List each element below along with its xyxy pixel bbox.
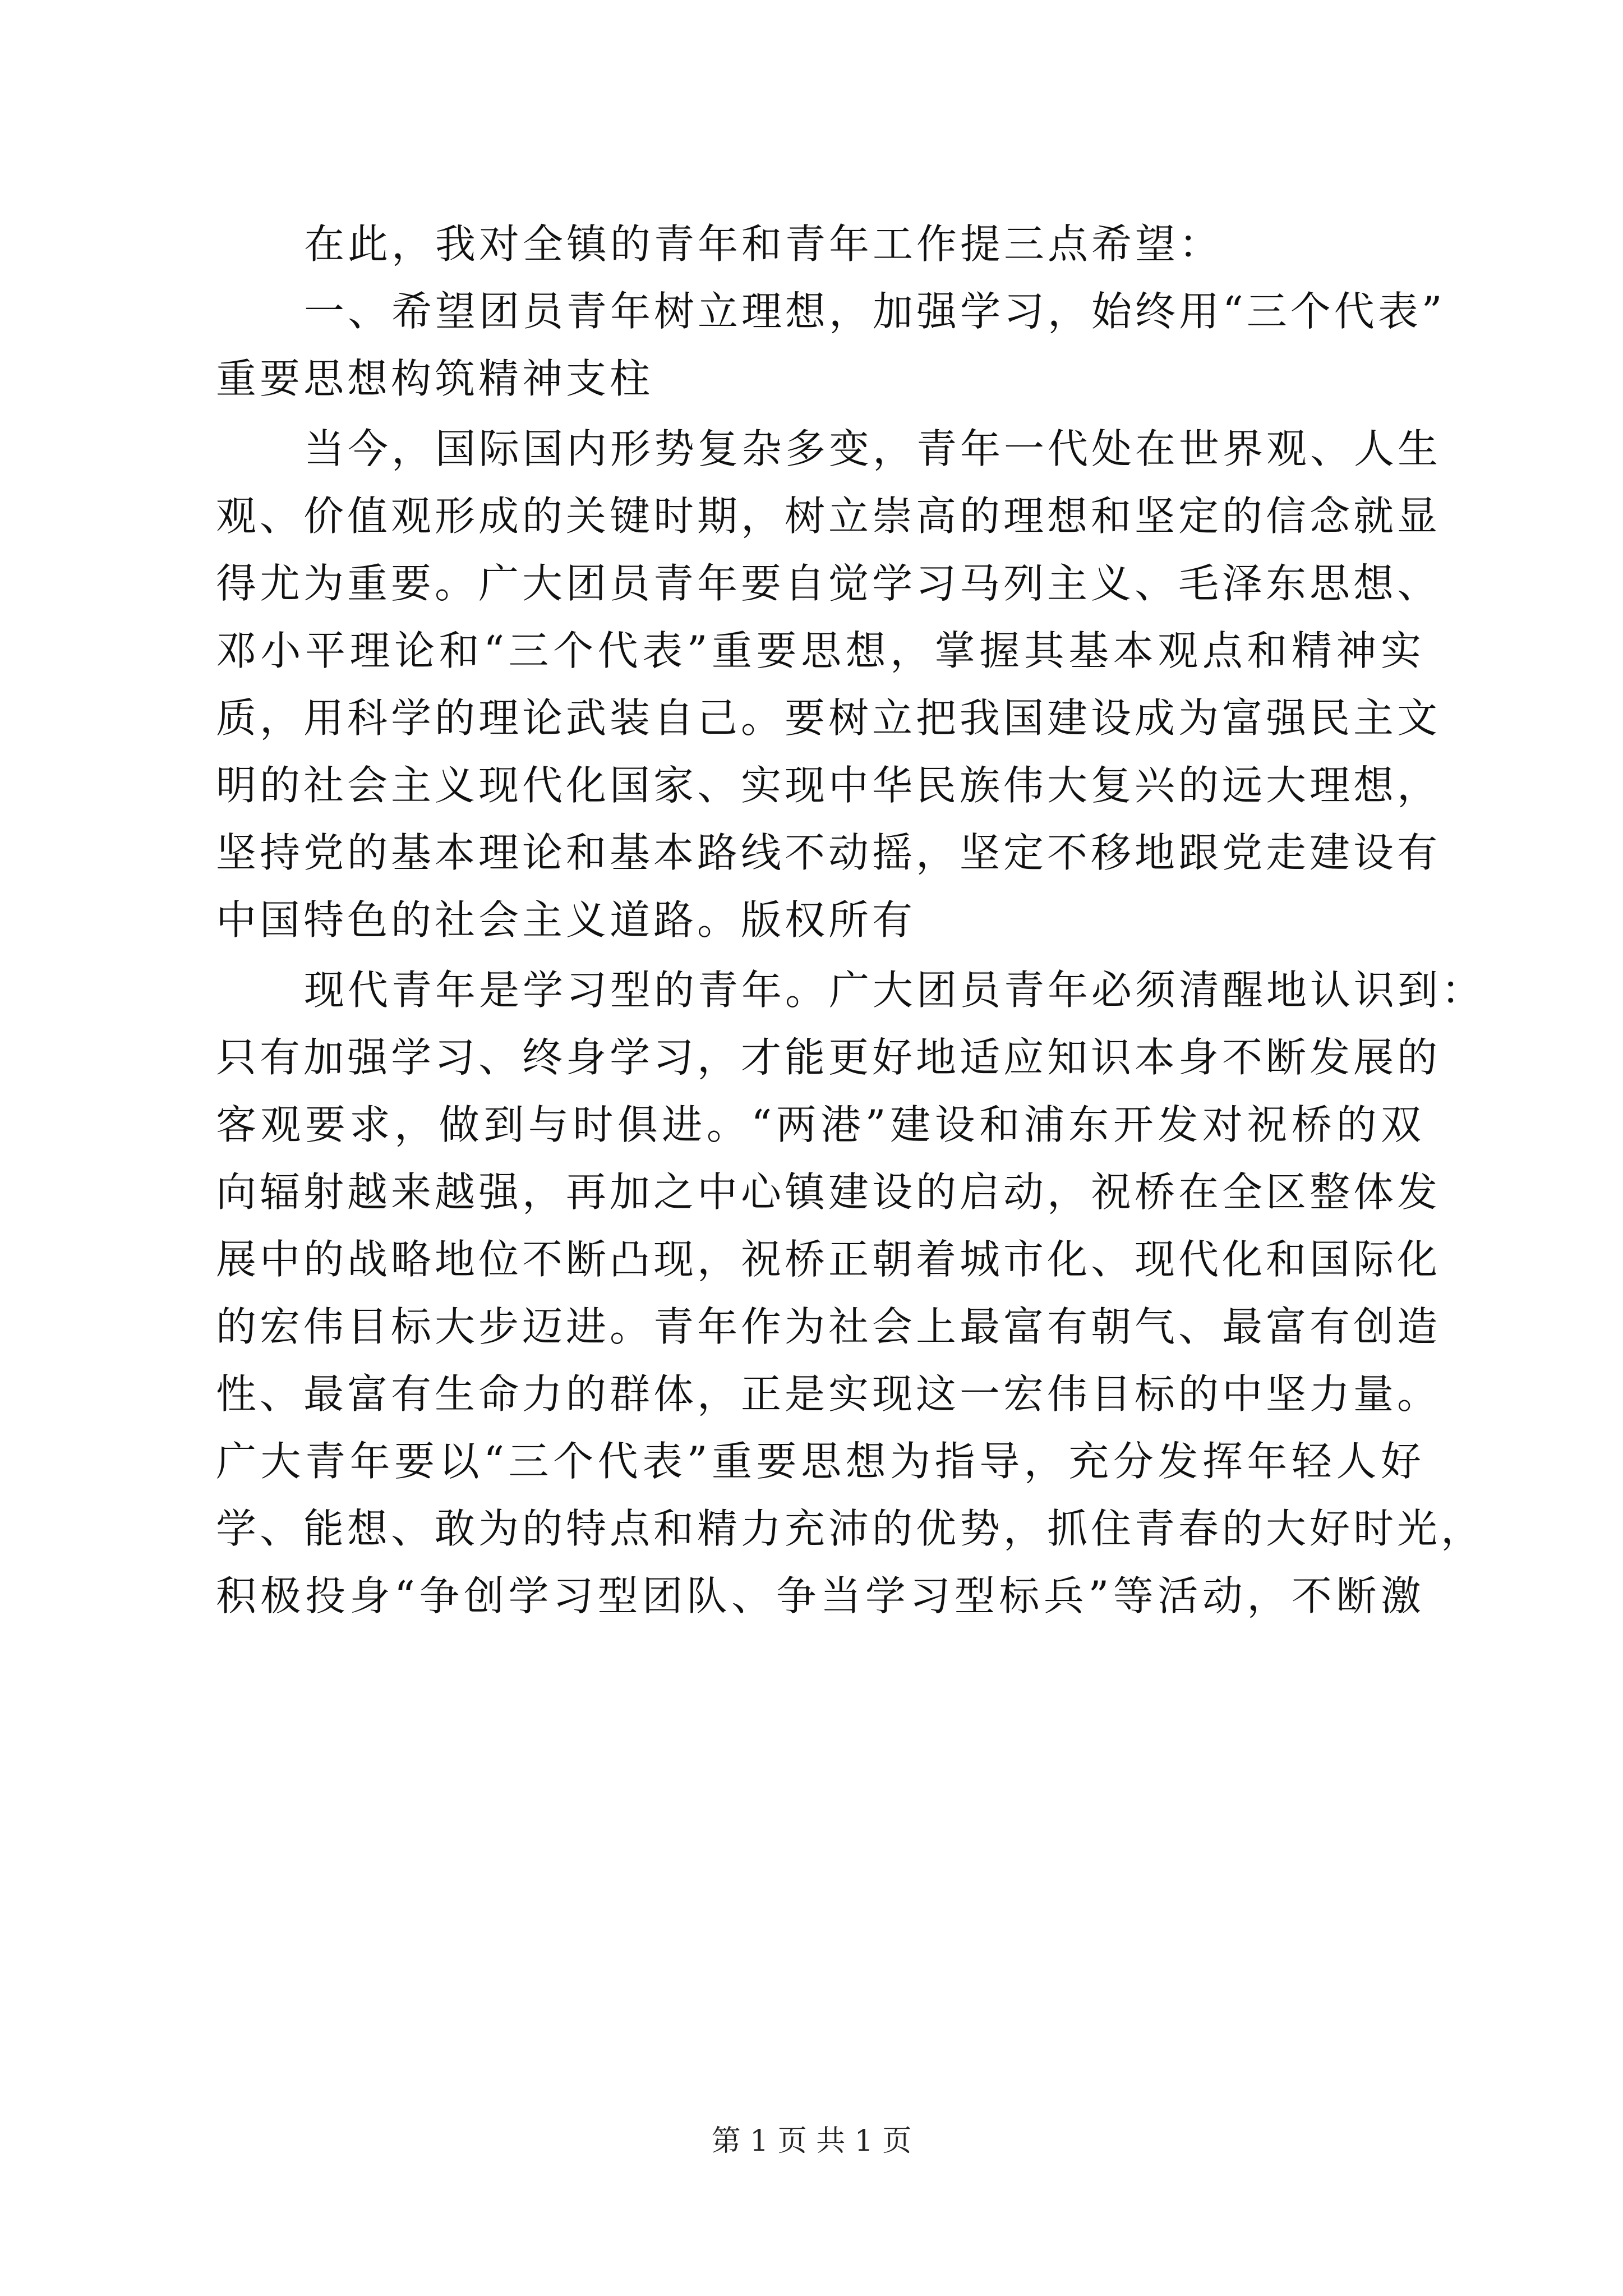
paragraph-line: 邓小平理论和“三个代表”重要思想，掌握其基本观点和精神实 bbox=[216, 627, 1424, 674]
section-heading-line: 一、希望团员青年树立理想，加强学习，始终用“三个代表” bbox=[304, 288, 1446, 335]
paragraph-line: 的宏伟目标大步迈进。青年作为社会上最富有朝气、最富有创造 bbox=[216, 1303, 1441, 1350]
paragraph-line: 观、价值观形成的关键时期，树立崇高的理想和坚定的信念就显 bbox=[216, 493, 1441, 540]
paragraph-line: 中国特色的社会主义道路。版权所有 bbox=[216, 896, 916, 944]
paragraph-line: 只有加强学习、终身学习，才能更好地适应知识本身不断发展的 bbox=[216, 1034, 1441, 1081]
section-heading-line: 重要思想构筑精神支柱 bbox=[216, 355, 654, 402]
paragraph-line: 得尤为重要。广大团员青年要自觉学习马列主义、毛泽东思想、 bbox=[216, 560, 1441, 607]
paragraph-line: 学、能想、敢为的特点和精力充沛的优势，抓住青春的大好时光， bbox=[216, 1505, 1485, 1552]
paragraph-line: 广大青年要以“三个代表”重要思想为指导，充分发挥年轻人好 bbox=[216, 1438, 1424, 1485]
page-number-footer: 第 1 页 共 1 页 bbox=[711, 2124, 912, 2158]
paragraph-line: 性、最富有生命力的群体，正是实现这一宏伟目标的中坚力量。 bbox=[216, 1370, 1441, 1418]
paragraph-line: 坚持党的基本理论和基本路线不动摇，坚定不移地跟党走建设有 bbox=[216, 829, 1441, 876]
paragraph-line: 质，用科学的理论武装自己。要树立把我国建设成为富强民主文 bbox=[216, 694, 1441, 742]
paragraph-line: 明的社会主义现代化国家、实现中华民族伟大复兴的远大理想， bbox=[216, 762, 1441, 809]
paragraph-line: 展中的战略地位不断凸现，祝桥正朝着城市化、现代化和国际化 bbox=[216, 1236, 1441, 1283]
paragraph-line: 在此，我对全镇的青年和青年工作提三点希望： bbox=[304, 220, 1223, 268]
paragraph-line: 积极投身“争创学习型团队、争当学习型标兵”等活动，不断激 bbox=[216, 1572, 1424, 1619]
paragraph-line: 现代青年是学习型的青年。广大团员青年必须清醒地认识到： bbox=[304, 967, 1486, 1014]
paragraph-line: 客观要求，做到与时俱进。“两港”建设和浦东开发对祝桥的双 bbox=[216, 1101, 1424, 1148]
paragraph-line: 向辐射越来越强，再加之中心镇建设的启动，祝桥在全区整体发 bbox=[216, 1168, 1441, 1216]
paragraph-line: 当今，国际国内形势复杂多变，青年一代处在世界观、人生 bbox=[304, 425, 1442, 472]
